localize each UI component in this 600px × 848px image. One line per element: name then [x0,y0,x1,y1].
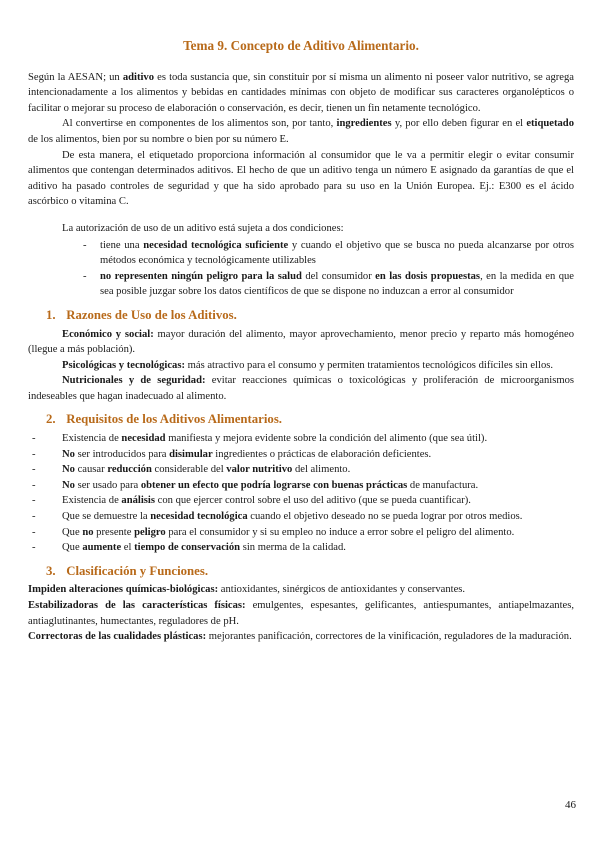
reason-nutritional: Nutricionales y de seguridad: evitar reacciones químicas o toxicológicas y proliferación de microorganismos indeseables que hagan inadecuado al alimento. [28,375,575,402]
function-physical: Estabilizadoras de las características físicas: emulgentes, espesantes, gelificantes, antiespumantes, antiapelmazantes, antiaglutinantes, humectantes, reguladores de pH. [28,600,574,627]
conditions-list [28,238,574,300]
list-item: - No ser introducidos para disimular ingredientes o prácticas de elaboración deficientes. [62,447,574,463]
list-item: - Que aumente el tiempo de conservación sin merma de la calidad. [62,540,574,556]
list-item: - Que se demuestre la necesidad tecnológica cuando el objetivo deseado no se pueda lograr por otros medios. [62,509,574,525]
list-item: - No causar reducción considerable del valor nutritivo del alimento. [62,462,574,478]
reason-economic: Económico y social: mayor duración del alimento, mayor aprovechamiento, menor precio y reparto más homogéneo (llegue a más población). [28,328,574,356]
page-title: Tema 9. Concepto de Aditivo Alimentario. [183,38,419,53]
list-item: - Existencia de necesidad manifiesta y mejora evidente sobre la condición del alimento (que sea útil). [62,431,574,447]
conditions-intro: La autorización de uso de un aditivo está sujeta a dos condiciones: [62,222,344,234]
list-item: - no representen ningún peligro para la salud del consumidor en las dosis propuestas, en la medida en que sea posible juzgar sobre los datos científicos de que se dispone no induzcan a error al consumidor [100,269,574,300]
function-chemical: Impiden alteraciones químicas-biológicas: antioxidantes, sinérgicos de antioxidantes y conservantes. [28,584,466,596]
list-item: - Que no presente peligro para el consumidor y si su empleo no induce a error sobre el peligro del alimento. [62,525,574,541]
labeling-paragraph: De esta manera, el etiquetado proporciona información al consumidor que le va a permitir elegir o evitar consumir alimentos que contengan determinados aditivos. El hecho de que un aditivo tenga un número E asignado da garantías de que el aditivo ha pasado controles de seguridad y que ha sido aprobado para su uso en la Unión Europea. Ej.: E300 es el ácido ascórbico o vitamina C. [28,149,574,208]
requirements-list [28,431,574,556]
section-heading-classification: 3. Clasificación y Funciones. [46,563,209,578]
ingredients-paragraph: Al convertirse en componentes de los alimentos son, por tanto, ingredientes y, por ello deben figurar en el etiquetado de los alimentos, bien por su nombre o bien por su número E. [28,118,574,145]
definition-paragraph: Según la AESAN; un aditivo es toda sustancia que, sin constituir por sí misma un alimento ni poseer valor nutritivo, se agrega intencionadamente a los alimentos y bebidas en cantidades mínimas con objeto de modificar sus caracteres organolépticos o facilitar o mejorar su proceso de elaboración o conservación, es decir, tienen un fin netamente tecnológico. [28,71,574,114]
function-plastic: Correctoras de las cualidades plásticas: mejorantes panificación, correctores de la vinificación, reguladores de la maduración. [28,631,572,643]
page-number: 46 [565,799,576,811]
list-item: - tiene una necesidad tecnológica suficiente y cuando el objetivo que se busca no pueda alcanzarse por otros métodos económica y tecnológicamente utilizables [100,238,574,269]
list-item: - No ser usado para obtener un efecto que podría lograrse con buenas prácticas de manufactura. [62,478,574,494]
list-item: - Existencia de análisis con que ejercer control sobre el uso del aditivo (que se pueda cuantificar). [62,493,574,509]
reason-psychological: Psicológicas y tecnológicas: más atractivo para el consumo y permiten tratamientos tecnológicos difíciles sin ellos. [62,359,554,371]
section-heading-requirements: 2. Requisitos de los Aditivos Alimentarios. [46,412,282,427]
section-heading-reasons: 1. Razones de Uso de los Aditivos. [46,307,237,322]
